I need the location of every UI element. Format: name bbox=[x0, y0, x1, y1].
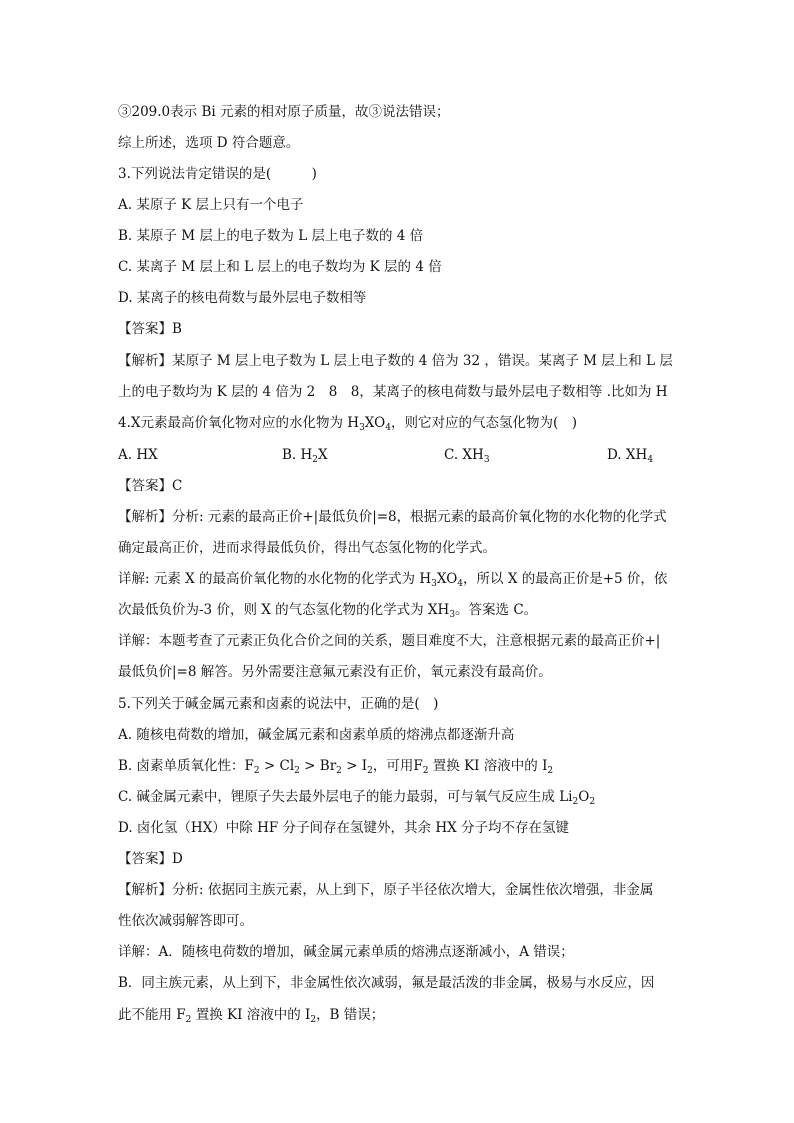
question-4-option-a: A. HX bbox=[118, 447, 158, 463]
explanation-line: 【解析】某原子 M 层上电子数为 L 层上电子数的 4 倍为 32 ，错误。某离子 M 层上和 L 层 bbox=[118, 353, 673, 369]
explanation-line: 确定最高正价，进而求得最低负价，得出气态氢化物的化学式。 bbox=[118, 540, 496, 556]
answer-label: 【答案】B bbox=[118, 321, 182, 337]
detail-line: B．同主族元素，从上到下，非金属性依次减弱，氟是最活泼的非金属，极易与水反应，因 bbox=[118, 975, 655, 991]
question-3-option-c: C. 某离子 M 层上和 L 层上的电子数均为 K 层的 4 倍 bbox=[118, 259, 442, 275]
explanation-line: 【解析】分析: 元素的最高正价+|最低负价|=8，根据元素的最高价氧化物的水化物的化学式 bbox=[118, 509, 667, 525]
question-4-option-b: B. $H_2X$ bbox=[282, 447, 328, 465]
detail-line: 次最低负价为-3 价，则 X 的气态氢化物的化学式为 $XH_3$。答案选 C。 bbox=[118, 602, 538, 620]
question-3-stem: 3.下列说法肯定错误的是( ) bbox=[118, 166, 317, 182]
question-3-option-d: D. 某离子的核电荷数与最外层电子数相等 bbox=[118, 290, 367, 306]
text-line: ③209.0表示 Bi 元素的相对原子质量，故③说法错误； bbox=[118, 104, 450, 120]
question-4-options bbox=[118, 446, 678, 464]
question-4-option-c: C. $XH_3$ bbox=[444, 447, 490, 465]
question-4-stem: 4.X元素最高价氧化物对应的水化物为 $H_3XO_4$，则它对应的气态氢化物为( ) bbox=[118, 415, 578, 433]
detail-line: 详解: 元素 X 的最高价氧化物的水化物的化学式为 $H_3XO_4$，所以 X 的最高正价是+5 价，依 bbox=[118, 571, 668, 589]
question-5-stem: 5.下列关于碱金属元素和卤素的说法中，正确的是( ) bbox=[118, 696, 439, 712]
question-5-option-c: C. 碱金属元素中，锂原子失去最外层电子的能力最弱，可与氧气反应生成 $Li_2O_2$ bbox=[118, 789, 596, 807]
question-3-option-a: A. 某原子 K 层上只有一个电子 bbox=[118, 197, 304, 213]
question-5-option-b: B. 卤素单质氧化性：$F_2 > Cl_2 > Br_2 > I_2$，可用$F_2$ 置换 KI 溶液中的 $I_2$ bbox=[118, 758, 554, 776]
explanation-line: 上的电子数均为 K 层的 4 倍为 2 8 8，某离子的核电荷数与最外层电子数相等 .比如为 H bbox=[118, 384, 668, 400]
explanation-line: 【解析】分析: 依据同主族元素，从上到下，原子半径依次增大，金属性依次增强，非金属 bbox=[118, 882, 654, 898]
question-3-option-b: B. 某原子 M 层上的电子数为 L 层上电子数的 4 倍 bbox=[118, 228, 424, 244]
question-4-option-d: D. $XH_4$ bbox=[607, 447, 654, 465]
explanation-line: 性依次减弱解答即可。 bbox=[118, 913, 253, 929]
detail-line: 最低负价|=8 解答。另外需要注意氟元素没有正价，氧元素没有最高价。 bbox=[118, 664, 552, 680]
question-5-option-a: A. 随核电荷数的增加，碱金属元素和卤素单质的熔沸点都逐渐升高 bbox=[118, 727, 515, 743]
detail-line: 此不能用 $F_2$ 置换 KI 溶液中的 $I_2$，B 错误； bbox=[118, 1007, 385, 1025]
question-5-option-d: D. 卤化氢（HX）中除 HF 分子间存在氢键外，其余 HX 分子均不存在氢键 bbox=[118, 820, 569, 836]
text-line: 综上所述，选项 D 符合题意。 bbox=[118, 135, 300, 151]
detail-line: 详解：本题考查了元素正负化合价之间的关系，题目难度不大，注意根据元素的最高正价+| bbox=[118, 633, 661, 649]
detail-line: 详解：A．随核电荷数的增加，碱金属元素单质的熔沸点逐渐减小，A 错误； bbox=[118, 944, 574, 960]
answer-label: 【答案】C bbox=[118, 478, 183, 494]
answer-label: 【答案】D bbox=[118, 851, 183, 867]
